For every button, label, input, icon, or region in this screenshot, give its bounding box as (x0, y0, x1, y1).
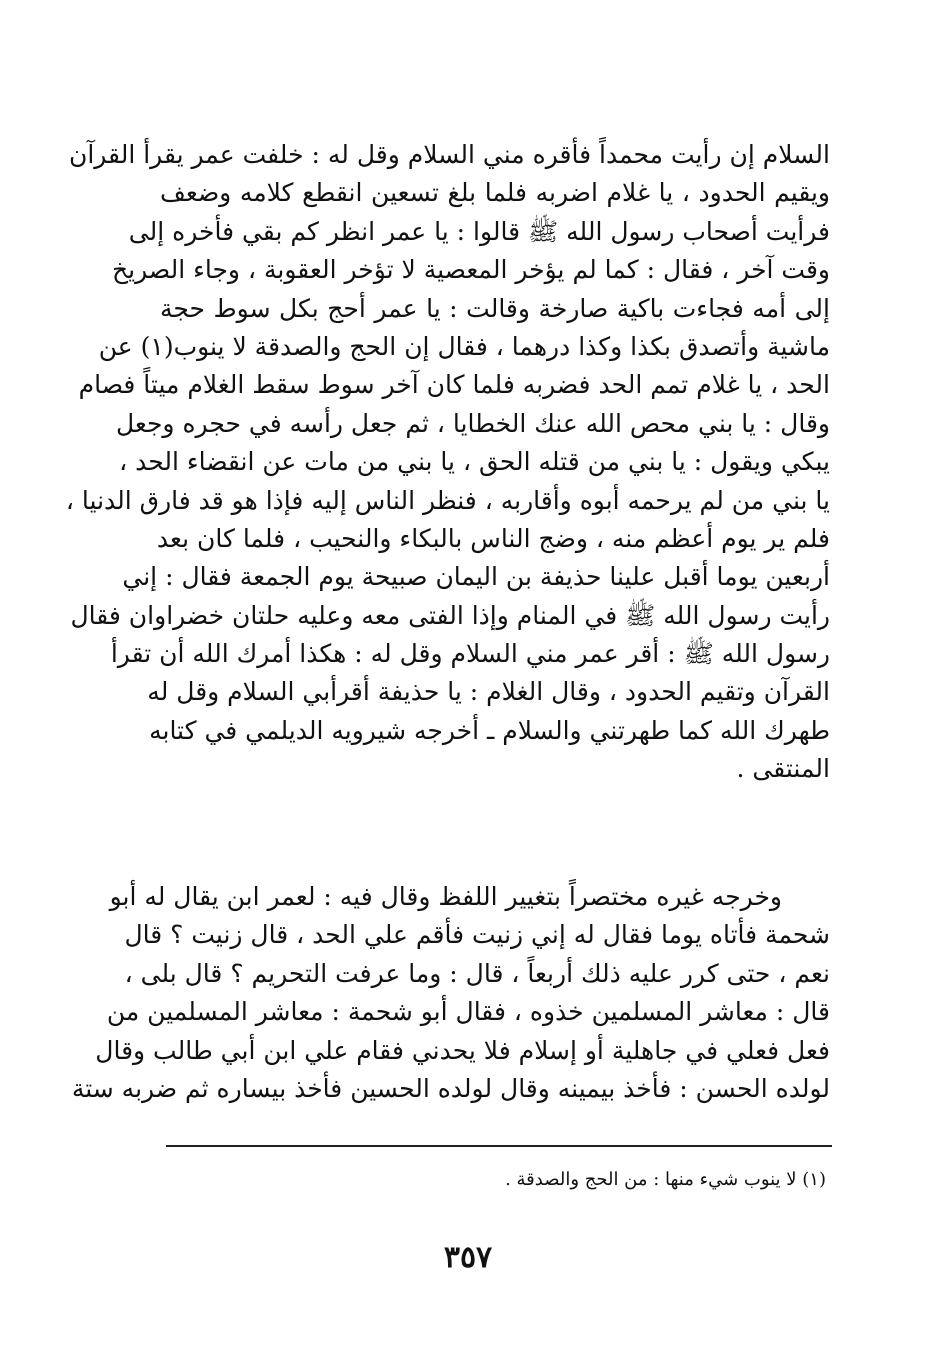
text-line: إلى أمه فجاءت باكية صارخة وقالت : يا عمر أحج بكل سوط حجة (160, 293, 830, 323)
text-line: وقت آخر ، فقال : كما لم يؤخر المعصية لا تؤخر العقوبة ، وجاء الصريخ (112, 255, 830, 285)
text-line: السلام إن رأيت محمداً فأقره مني السلام وقل له : خلفت عمر يقرأ القرآن (68, 140, 830, 169)
footnote-divider (166, 1145, 832, 1147)
main-paragraph-1 (65, 136, 830, 789)
text-line: فلم ير يوم أعظم منه ، وضج الناس بالبكاء والنحيب ، فلما كان بعد (156, 523, 830, 553)
text-line: ماشية وأتصدق بكذا وكذا درهما ، فقال إن الحج والصدقة لا ينوب(١) عن (98, 331, 830, 361)
text-line: يا بني من لم يرحمه أبوه وأقاربه ، فنظر الناس إليه فإذا هو قد فارق الدنيا ، (65, 485, 830, 515)
text-line: الحد ، يا غلام تمم الحد فضربه فلما كان آخر سوط سقط الغلام ميتاً فصام (78, 370, 830, 400)
main-paragraph-2 (71, 878, 830, 1108)
text-line: نعم ، حتى كرر عليه ذلك أربعاً ، قال : وما عرفت التحريم ؟ قال بلى ، (124, 958, 830, 988)
text-line: المنتقى . (736, 754, 830, 784)
text-line: وخرجه غيره مختصراً بتغيير اللفظ وقال فيه : لعمر ابن يقال له أبو (109, 882, 782, 911)
text-line: رسول الله ﷺ : أقر عمر مني السلام وقل له : هكذا أمرك الله أن تقرأ (110, 639, 830, 669)
text-line: فعل فعلي في جاهلية أو إسلام فلا يحدني فقام علي ابن أبي طالب وقال (95, 1035, 830, 1065)
text-line: شحمة فأتاه يوما فقال له إني زنيت فأقم علي الحد ، قال زنيت ؟ قال (124, 920, 830, 950)
text-line: فرأيت أصحاب رسول الله ﷺ قالوا : يا عمر انظر كم بقي فأخره إلى (128, 216, 830, 246)
text-line: القرآن وتقيم الحدود ، وقال الغلام : يا حذيفة أقرأبي السلام وقل له (147, 677, 830, 707)
page-number: ٣٥٧ (443, 1240, 493, 1275)
text-line: وقال : يا بني محص الله عنك الخطايا ، ثم جعل رأسه في حجره وجعل (115, 408, 830, 438)
text-line: رأيت رسول الله ﷺ في المنام وإذا الفتى معه وعليه حلتان خضراوان فقال (70, 600, 830, 630)
text-line: يبكي ويقول : يا بني من قتله الحق ، يا بني من مات عن انقضاء الحد ، (119, 447, 830, 477)
footnote: (١) لا ينوب شيء منها : من الحج والصدقة . (505, 1169, 826, 1190)
text-line: لولده الحسن : فأخذ بيمينه وقال لولده الحسين فأخذ بيساره ثم ضربه ستة (71, 1073, 830, 1103)
text-line: أربعين يوما أقبل علينا حذيفة بن اليمان صبيحة يوم الجمعة فقال : إني (122, 562, 830, 592)
text-line: طهرك الله كما طهرتني والسلام ـ أخرجه شيرويه الديلمي في كتابه (149, 715, 830, 745)
text-line: ويقيم الحدود ، يا غلام اضربه فلما بلغ تسعين انقطع كلامه وضعف (160, 178, 830, 208)
text-line: قال : معاشر المسلمين خذوه ، فقال أبو شحمة : معاشر المسلمين من (106, 997, 830, 1027)
